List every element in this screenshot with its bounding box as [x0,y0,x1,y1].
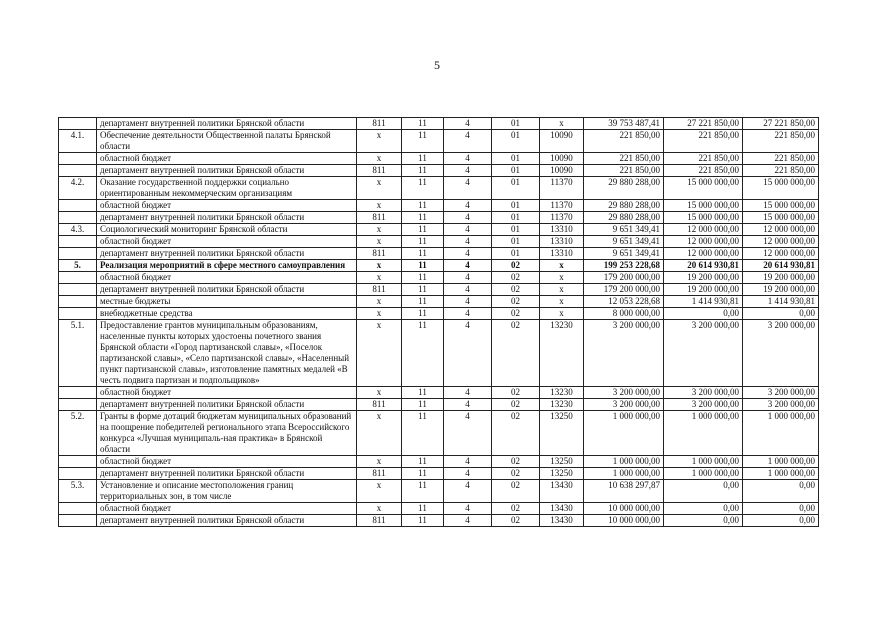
subprogram-code-cell: 11 [402,296,444,308]
amount-year1-cell: 10 000 000,00 [584,503,664,515]
item-name-cell: областной бюджет [97,387,357,399]
admin-code-cell: x [357,320,402,387]
section-code-cell: 02 [492,456,540,468]
direction-code-cell: 11370 [540,212,584,224]
item-name-cell: Оказание государственной поддержки социально ориентированным некоммерческим организациям [97,177,357,200]
item-name-cell: Обеспечение деятельности Общественной палаты Брянской области [97,130,357,153]
amount-year3-cell: 12 000 000,00 [743,248,819,260]
item-name-cell: департамент внутренней политики Брянской области [97,118,357,130]
amount-year2-cell: 15 000 000,00 [664,200,743,212]
row-number-cell [59,248,97,260]
admin-code-cell: 811 [357,212,402,224]
subprogram-code-cell: 11 [402,387,444,399]
item-name-cell: областной бюджет [97,153,357,165]
amount-year3-cell: 15 000 000,00 [743,212,819,224]
row-number-cell: 4.3. [59,224,97,236]
section-code-cell: 01 [492,177,540,200]
item-name-cell: местные бюджеты [97,296,357,308]
subprogram-code-cell: 11 [402,118,444,130]
direction-code-cell: x [540,308,584,320]
table-row [59,320,819,387]
direction-code-cell: 13310 [540,248,584,260]
amount-year2-cell: 0,00 [664,308,743,320]
admin-code-cell: x [357,411,402,456]
subprogram-code-cell: 11 [402,308,444,320]
section-code-cell: 02 [492,399,540,411]
amount-year1-cell: 199 253 228,68 [584,260,664,272]
section-code-cell: 02 [492,320,540,387]
program-code-cell: 4 [444,260,492,272]
table-body [59,118,819,527]
table-row [59,236,819,248]
amount-year3-cell: 12 000 000,00 [743,236,819,248]
admin-code-cell: 811 [357,468,402,480]
row-number-cell [59,200,97,212]
amount-year2-cell: 20 614 930,81 [664,260,743,272]
program-code-cell: 4 [444,296,492,308]
program-code-cell: 4 [444,456,492,468]
item-name-cell: Гранты в форме дотаций бюджетам муниципальных образований на поощрение победителей регионального этапа Всероссийского конкурса «Лучшая муниципаль-ная практика» в Брянской области [97,411,357,456]
amount-year3-cell: 15 000 000,00 [743,200,819,212]
section-code-cell: 02 [492,308,540,320]
program-code-cell: 4 [444,411,492,456]
admin-code-cell: 811 [357,284,402,296]
table-row [59,177,819,200]
direction-code-cell: 13230 [540,320,584,387]
program-code-cell: 4 [444,153,492,165]
subprogram-code-cell: 11 [402,480,444,503]
amount-year1-cell: 12 053 228,68 [584,296,664,308]
amount-year2-cell: 0,00 [664,480,743,503]
direction-code-cell: x [540,272,584,284]
amount-year3-cell: 27 221 850,00 [743,118,819,130]
amount-year2-cell: 1 000 000,00 [664,411,743,456]
direction-code-cell: 13230 [540,399,584,411]
amount-year1-cell: 221 850,00 [584,165,664,177]
row-number-cell [59,153,97,165]
amount-year1-cell: 39 753 487,41 [584,118,664,130]
table-row [59,515,819,527]
subprogram-code-cell: 11 [402,456,444,468]
table-row [59,296,819,308]
row-number-cell [59,308,97,320]
program-code-cell: 4 [444,248,492,260]
direction-code-cell: 13230 [540,387,584,399]
amount-year2-cell: 12 000 000,00 [664,248,743,260]
subprogram-code-cell: 11 [402,236,444,248]
admin-code-cell: x [357,456,402,468]
page-number: 5 [434,58,440,72]
direction-code-cell: x [540,296,584,308]
direction-code-cell: x [540,260,584,272]
admin-code-cell: 811 [357,399,402,411]
admin-code-cell: x [357,200,402,212]
section-code-cell: 02 [492,480,540,503]
section-code-cell: 01 [492,118,540,130]
item-name-cell: департамент внутренней политики Брянской области [97,468,357,480]
amount-year1-cell: 3 200 000,00 [584,399,664,411]
amount-year3-cell: 15 000 000,00 [743,177,819,200]
amount-year3-cell: 1 414 930,81 [743,296,819,308]
amount-year2-cell: 19 200 000,00 [664,272,743,284]
program-code-cell: 4 [444,212,492,224]
amount-year1-cell: 9 651 349,41 [584,236,664,248]
program-code-cell: 4 [444,236,492,248]
section-code-cell: 01 [492,153,540,165]
amount-year2-cell: 3 200 000,00 [664,387,743,399]
item-name-cell: департамент внутренней политики Брянской области [97,165,357,177]
row-number-cell [59,456,97,468]
program-code-cell: 4 [444,130,492,153]
admin-code-cell: 811 [357,248,402,260]
section-code-cell: 01 [492,212,540,224]
subprogram-code-cell: 11 [402,284,444,296]
direction-code-cell: 13430 [540,503,584,515]
amount-year3-cell: 12 000 000,00 [743,224,819,236]
direction-code-cell: 11370 [540,177,584,200]
direction-code-cell: 13250 [540,411,584,456]
subprogram-code-cell: 11 [402,515,444,527]
section-code-cell: 01 [492,200,540,212]
amount-year2-cell: 3 200 000,00 [664,399,743,411]
amount-year2-cell: 221 850,00 [664,165,743,177]
section-code-cell: 02 [492,284,540,296]
subprogram-code-cell: 11 [402,320,444,387]
amount-year2-cell: 27 221 850,00 [664,118,743,130]
subprogram-code-cell: 11 [402,200,444,212]
direction-code-cell: 10090 [540,153,584,165]
amount-year2-cell: 12 000 000,00 [664,224,743,236]
direction-code-cell: 13310 [540,236,584,248]
row-number-cell [59,468,97,480]
direction-code-cell: 13250 [540,468,584,480]
budget-table [58,117,819,527]
admin-code-cell: x [357,236,402,248]
direction-code-cell: 10090 [540,165,584,177]
amount-year1-cell: 29 880 288,00 [584,212,664,224]
amount-year1-cell: 29 880 288,00 [584,177,664,200]
table-row [59,248,819,260]
amount-year3-cell: 0,00 [743,308,819,320]
table-row [59,212,819,224]
item-name-cell: департамент внутренней политики Брянской области [97,212,357,224]
amount-year1-cell: 1 000 000,00 [584,411,664,456]
admin-code-cell: x [357,503,402,515]
item-name-cell: областной бюджет [97,272,357,284]
program-code-cell: 4 [444,284,492,296]
subprogram-code-cell: 11 [402,248,444,260]
section-code-cell: 02 [492,503,540,515]
amount-year1-cell: 3 200 000,00 [584,387,664,399]
subprogram-code-cell: 11 [402,468,444,480]
program-code-cell: 4 [444,468,492,480]
subprogram-code-cell: 11 [402,411,444,456]
row-number-cell: 5.2. [59,411,97,456]
amount-year1-cell: 8 000 000,00 [584,308,664,320]
table-row [59,165,819,177]
program-code-cell: 4 [444,308,492,320]
admin-code-cell: x [357,272,402,284]
row-number-cell [59,515,97,527]
program-code-cell: 4 [444,118,492,130]
subprogram-code-cell: 11 [402,260,444,272]
amount-year3-cell: 0,00 [743,503,819,515]
direction-code-cell: 13430 [540,480,584,503]
amount-year1-cell: 179 200 000,00 [584,272,664,284]
subprogram-code-cell: 11 [402,272,444,284]
section-code-cell: 02 [492,411,540,456]
amount-year3-cell: 1 000 000,00 [743,468,819,480]
amount-year2-cell: 221 850,00 [664,153,743,165]
amount-year3-cell: 3 200 000,00 [743,399,819,411]
amount-year3-cell: 1 000 000,00 [743,411,819,456]
amount-year2-cell: 0,00 [664,503,743,515]
table-row [59,308,819,320]
section-code-cell: 02 [492,296,540,308]
row-number-cell: 4.2. [59,177,97,200]
amount-year1-cell: 3 200 000,00 [584,320,664,387]
amount-year1-cell: 1 000 000,00 [584,456,664,468]
row-number-cell [59,272,97,284]
program-code-cell: 4 [444,515,492,527]
direction-code-cell: 13430 [540,515,584,527]
table-row [59,200,819,212]
amount-year1-cell: 1 000 000,00 [584,468,664,480]
row-number-cell [59,503,97,515]
row-number-cell [59,118,97,130]
amount-year3-cell: 3 200 000,00 [743,387,819,399]
admin-code-cell: 811 [357,165,402,177]
table-row [59,468,819,480]
section-code-cell: 01 [492,130,540,153]
admin-code-cell: x [357,260,402,272]
amount-year3-cell: 0,00 [743,515,819,527]
amount-year3-cell: 19 200 000,00 [743,284,819,296]
amount-year3-cell: 1 000 000,00 [743,456,819,468]
row-number-cell: 5.3. [59,480,97,503]
direction-code-cell: 13310 [540,224,584,236]
amount-year3-cell: 3 200 000,00 [743,320,819,387]
row-number-cell [59,284,97,296]
program-code-cell: 4 [444,272,492,284]
direction-code-cell: 11370 [540,200,584,212]
section-code-cell: 01 [492,224,540,236]
admin-code-cell: 811 [357,118,402,130]
item-name-cell: департамент внутренней политики Брянской области [97,284,357,296]
row-number-cell: 5. [59,260,97,272]
item-name-cell: департамент внутренней политики Брянской области [97,515,357,527]
amount-year1-cell: 221 850,00 [584,130,664,153]
amount-year1-cell: 29 880 288,00 [584,200,664,212]
item-name-cell: Предоставление грантов муниципальным образованиям, населенные пункты которых удостоены почетного звания Брянской области «Город партизанской славы», «Поселок партизанской славы», «Село партизанской славы», «Населенный пункт партизанской славы», изготовление памятных медалей «В честь подвига партизан и подпольщиков» [97,320,357,387]
program-code-cell: 4 [444,320,492,387]
direction-code-cell: x [540,118,584,130]
amount-year3-cell: 19 200 000,00 [743,272,819,284]
amount-year2-cell: 3 200 000,00 [664,320,743,387]
amount-year1-cell: 9 651 349,41 [584,248,664,260]
row-number-cell [59,212,97,224]
subprogram-code-cell: 11 [402,224,444,236]
admin-code-cell: x [357,153,402,165]
row-number-cell [59,296,97,308]
subprogram-code-cell: 11 [402,153,444,165]
table-row [59,411,819,456]
item-name-cell: областной бюджет [97,200,357,212]
subprogram-code-cell: 11 [402,212,444,224]
amount-year1-cell: 9 651 349,41 [584,224,664,236]
row-number-cell: 5.1. [59,320,97,387]
direction-code-cell: x [540,284,584,296]
section-code-cell: 02 [492,260,540,272]
amount-year2-cell: 15 000 000,00 [664,212,743,224]
section-code-cell: 01 [492,248,540,260]
table-row [59,153,819,165]
table-row [59,224,819,236]
row-number-cell [59,399,97,411]
item-name-cell: Установление и описание местоположения границ территориальных зон, в том числе [97,480,357,503]
program-code-cell: 4 [444,224,492,236]
program-code-cell: 4 [444,177,492,200]
table-row [59,118,819,130]
section-code-cell: 02 [492,468,540,480]
program-code-cell: 4 [444,399,492,411]
section-code-cell: 01 [492,165,540,177]
admin-code-cell: x [357,308,402,320]
admin-code-cell: x [357,224,402,236]
table-row [59,284,819,296]
section-code-cell: 02 [492,515,540,527]
admin-code-cell: 811 [357,515,402,527]
amount-year3-cell: 221 850,00 [743,153,819,165]
section-code-cell: 01 [492,236,540,248]
amount-year2-cell: 19 200 000,00 [664,284,743,296]
program-code-cell: 4 [444,480,492,503]
amount-year2-cell: 221 850,00 [664,130,743,153]
item-name-cell: областной бюджет [97,456,357,468]
admin-code-cell: x [357,177,402,200]
subprogram-code-cell: 11 [402,177,444,200]
subprogram-code-cell: 11 [402,130,444,153]
admin-code-cell: x [357,296,402,308]
direction-code-cell: 10090 [540,130,584,153]
table-row [59,399,819,411]
row-number-cell: 4.1. [59,130,97,153]
program-code-cell: 4 [444,200,492,212]
amount-year1-cell: 10 000 000,00 [584,515,664,527]
admin-code-cell: x [357,387,402,399]
item-name-cell: департамент внутренней политики Брянской области [97,248,357,260]
amount-year2-cell: 12 000 000,00 [664,236,743,248]
admin-code-cell: x [357,130,402,153]
amount-year2-cell: 1 414 930,81 [664,296,743,308]
amount-year3-cell: 0,00 [743,480,819,503]
amount-year3-cell: 221 850,00 [743,165,819,177]
program-code-cell: 4 [444,165,492,177]
item-name-cell: внебюджетные средства [97,308,357,320]
item-name-cell: департамент внутренней политики Брянской области [97,399,357,411]
section-code-cell: 02 [492,387,540,399]
subprogram-code-cell: 11 [402,399,444,411]
amount-year2-cell: 15 000 000,00 [664,177,743,200]
table-row [59,260,819,272]
amount-year2-cell: 0,00 [664,515,743,527]
amount-year1-cell: 10 638 297,87 [584,480,664,503]
row-number-cell [59,165,97,177]
amount-year1-cell: 179 200 000,00 [584,284,664,296]
item-name-cell: областной бюджет [97,503,357,515]
amount-year3-cell: 20 614 930,81 [743,260,819,272]
table-row [59,480,819,503]
row-number-cell [59,387,97,399]
program-code-cell: 4 [444,387,492,399]
item-name-cell: областной бюджет [97,236,357,248]
item-name-cell: Реализация мероприятий в сфере местного самоуправления [97,260,357,272]
table-row [59,503,819,515]
subprogram-code-cell: 11 [402,503,444,515]
table-row [59,387,819,399]
program-code-cell: 4 [444,503,492,515]
row-number-cell [59,236,97,248]
direction-code-cell: 13250 [540,456,584,468]
subprogram-code-cell: 11 [402,165,444,177]
item-name-cell: Социологический мониторинг Брянской области [97,224,357,236]
table-row [59,130,819,153]
amount-year1-cell: 221 850,00 [584,153,664,165]
table-row [59,272,819,284]
amount-year2-cell: 1 000 000,00 [664,468,743,480]
amount-year3-cell: 221 850,00 [743,130,819,153]
section-code-cell: 02 [492,272,540,284]
admin-code-cell: x [357,480,402,503]
table-row [59,456,819,468]
amount-year2-cell: 1 000 000,00 [664,456,743,468]
